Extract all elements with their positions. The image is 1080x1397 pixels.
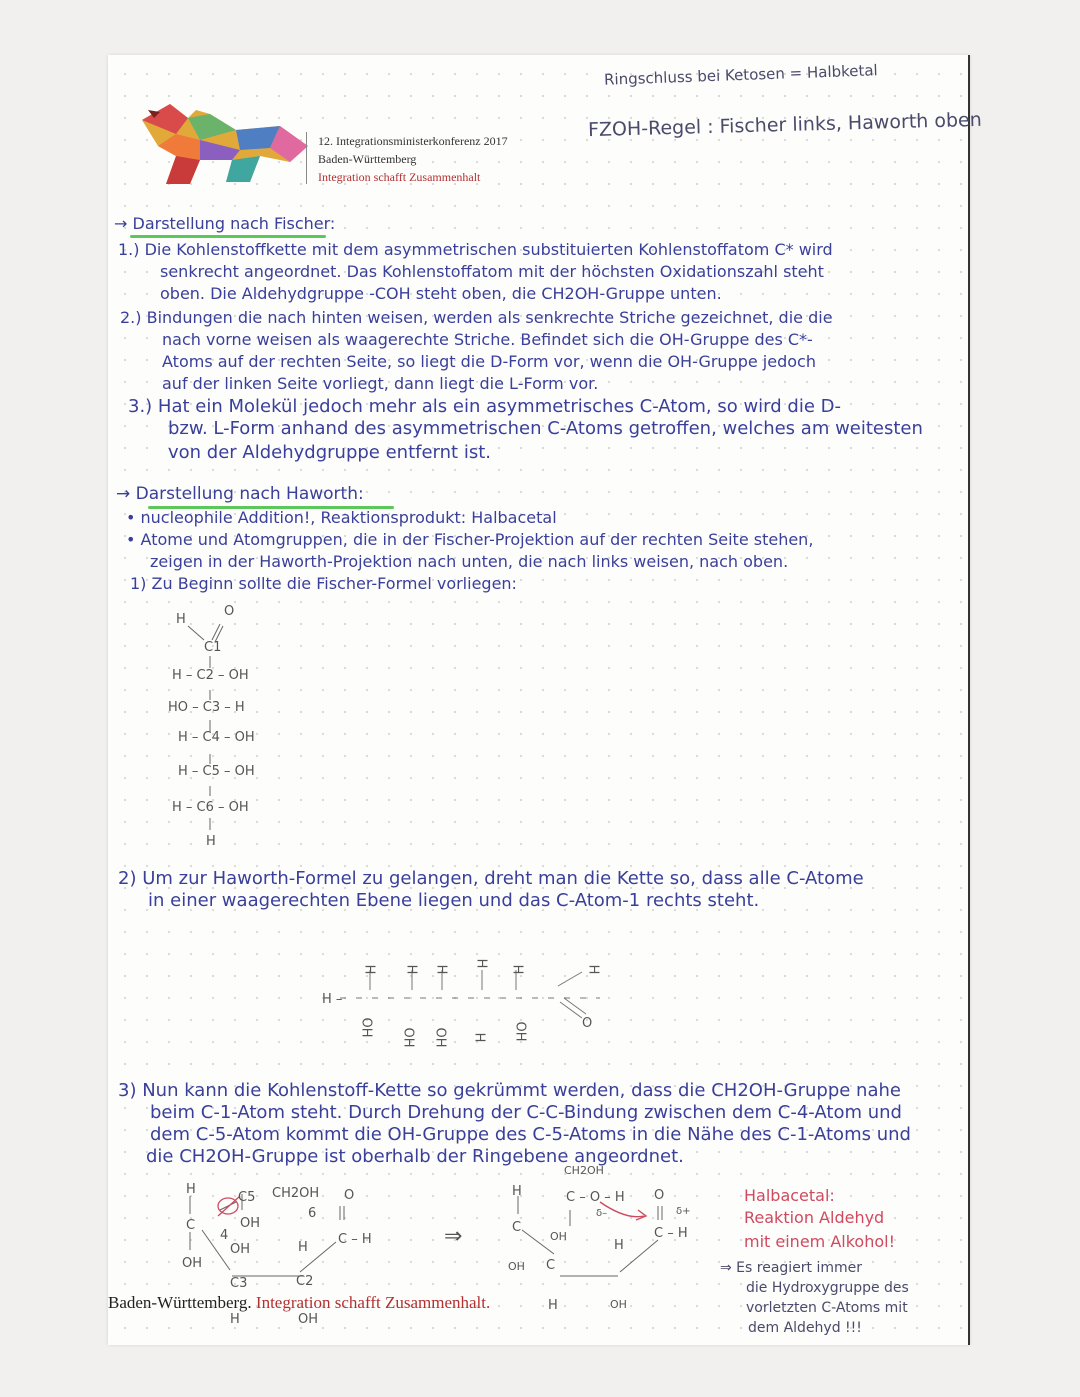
conference-region: Baden-Württemberg xyxy=(318,152,417,166)
fischer-p2-line3: Atoms auf der rechten Seite, so liegt die D-Form vor, wenn die OH-Gruppe jedoch xyxy=(162,352,816,371)
side-note-line1: Reaktion Aldehyd xyxy=(744,1208,885,1227)
fischer-bottom-h: H xyxy=(206,834,216,849)
conference-divider xyxy=(306,132,307,184)
haworth-step3-line2: beim C-1-Atom steht. Durch Drehung der C-C-Bindung zwischen dem C-4-Atom und xyxy=(150,1102,902,1123)
side-note-result4: dem Aldehyd !!! xyxy=(748,1320,862,1336)
reaction-arrow-icon: ⇒ xyxy=(444,1224,463,1249)
ring-left-label-6: 6 xyxy=(308,1206,317,1221)
fischer-top-o: O xyxy=(224,604,235,619)
fischer-p1-line1: 1.) Die Kohlenstoffkette mit dem asymmetrischen substituierten Kohlenstoffatom C* wird xyxy=(118,240,833,259)
fischer-row-c6: H – C6 – OH xyxy=(172,800,249,815)
haworth-step1: 1) Zu Beginn sollte die Fischer-Formel vorliegen: xyxy=(130,574,517,593)
haworth-step3-line3: dem C-5-Atom kommt die OH-Gruppe des C-5-Atoms in die Nähe des C-1-Atoms und xyxy=(150,1124,911,1145)
fischer-underline xyxy=(130,235,326,238)
ring-left-label-c5: C5 xyxy=(238,1190,256,1205)
chain-top-h-5: H xyxy=(509,964,525,975)
side-note-result3: vorletzten C-Atoms mit xyxy=(746,1300,908,1316)
haworth-step2-line1: 2) Um zur Haworth-Formel zu gelangen, dreht man die Kette so, dass alle C-Atome xyxy=(118,868,864,889)
ring-left-label-c3: C3 xyxy=(230,1276,248,1291)
haworth-bullet1: • nucleophile Addition!, Reaktionsprodukt: Halbacetal xyxy=(126,508,557,527)
ring-left-label-h-c2: H xyxy=(298,1240,308,1255)
ring-left-label-h: H xyxy=(186,1182,196,1197)
ring-closure-note: Ringschluss bei Ketosen = Halbketal xyxy=(603,61,878,89)
ring-right-label-c: C xyxy=(512,1220,522,1235)
chain-bottom-h: H xyxy=(471,1032,487,1043)
ring-right-label-oh-c4: OH xyxy=(550,1230,567,1243)
side-note-result2: die Hydroxygruppe des xyxy=(746,1280,909,1296)
ring-left-label-c: C xyxy=(186,1218,196,1233)
chain-bottom-oh-1: OH xyxy=(358,1017,374,1038)
footer xyxy=(108,1293,490,1313)
fischer-heading: → Darstellung nach Fischer: xyxy=(114,214,336,233)
chain-top-h-2: H xyxy=(403,964,419,975)
chain-top-h-1: H xyxy=(361,964,377,975)
fischer-p3-line3: von der Aldehydgruppe entfernt ist. xyxy=(168,442,491,463)
fischer-row-c4: H – C4 – OH xyxy=(178,730,255,745)
fzoh-rule: FZOH-Regel : Fischer links, Haworth oben xyxy=(587,108,983,142)
haworth-step2-line2: in einer waagerechten Ebene liegen und das C-Atom-1 rechts steht. xyxy=(148,890,760,911)
fischer-p3-line2: bzw. L-Form anhand des asymmetrischen C-Atoms getroffen, welches am weitesten xyxy=(168,418,923,439)
conference-slogan: Integration schafft Zusammenhalt xyxy=(318,170,481,184)
chain-bottom-oh-2: OH xyxy=(400,1027,416,1048)
ring-right-label-c-o-h: C – O – H xyxy=(566,1190,625,1205)
fischer-p1-line2: senkrecht angeordnet. Das Kohlenstoffatom mit der höchsten Oxidationszahl steht xyxy=(160,262,824,281)
chain-top-h-3: H xyxy=(433,964,449,975)
ring-right-label-c3: C xyxy=(546,1258,556,1273)
haworth-step3-line1: 3) Nun kann die Kohlenstoff-Kette so gekrümmt werden, dass die CH2OH-Gruppe nahe xyxy=(118,1080,901,1101)
fischer-p2-line1: 2.) Bindungen die nach hinten weisen, werden als senkrechte Striche gezeichnet, die die xyxy=(120,308,833,327)
ring-right-label-h-top: H xyxy=(512,1184,522,1199)
ring-right-label-oh-left: OH xyxy=(508,1260,525,1273)
footer-region: Baden-Württemberg. xyxy=(108,1293,252,1312)
fischer-top-h: H xyxy=(176,612,186,627)
footer-slogan: Integration schafft Zusammenhalt. xyxy=(255,1293,491,1312)
ring-left-label-oh-c4: OH xyxy=(230,1242,251,1257)
ring-left-label-h-bottom: H xyxy=(230,1312,240,1327)
chain-top-h-4: H xyxy=(473,958,489,969)
ring-right-label-delta-minus: δ– xyxy=(596,1208,608,1219)
haworth-step3-line4: die CH2OH-Gruppe ist oberhalb der Ringebene angeordnet. xyxy=(146,1146,684,1167)
fischer-row-c3: HO – C3 – H xyxy=(168,700,245,715)
fischer-c1: C1 xyxy=(204,640,222,655)
ring-right-label-delta-plus: δ+ xyxy=(676,1206,691,1217)
ring-left-label-4: 4 xyxy=(220,1228,229,1243)
conference-title: 12. Integrationsministerkonferenz 2017 xyxy=(318,134,508,148)
ring-left-label-oh-bottom: OH xyxy=(298,1312,319,1327)
chain-end-right: O xyxy=(582,1016,593,1031)
ring-right-label-h-c2: H xyxy=(614,1238,624,1253)
fischer-row-c2: H – C2 – OH xyxy=(172,668,249,683)
lion-logo-icon xyxy=(140,100,310,186)
chain-bottom-oh-3: OH xyxy=(432,1027,448,1048)
fischer-p2-line2: nach vorne weisen als waagerechte Striche. Befindet sich die OH-Gruppe des C*- xyxy=(162,330,813,349)
chain-top-h-6: H xyxy=(585,964,601,975)
ring-left-label-o: O xyxy=(344,1188,355,1203)
ring-right-label-ch2oh: CH2OH xyxy=(564,1164,604,1177)
ring-left-label-ch2oh: CH2OH xyxy=(272,1186,320,1201)
chain-bottom-oh-4: OH xyxy=(512,1021,528,1042)
ring-right-label-oh-bottom: OH xyxy=(610,1298,627,1311)
haworth-bullet2-line2: zeigen in der Haworth-Projektion nach unten, die nach links weisen, nach oben. xyxy=(150,552,789,571)
ring-left-label-oh-c5: OH xyxy=(240,1216,261,1231)
ring-left-label-oh: OH xyxy=(182,1256,203,1271)
page-edge xyxy=(968,55,970,1345)
ring-left-label-c2: C2 xyxy=(296,1274,314,1289)
chain-end-left: H – xyxy=(322,992,343,1007)
side-note-result1: ⇒ Es reagiert immer xyxy=(720,1260,863,1276)
haworth-bullet2-line1: • Atome und Atomgruppen, die in der Fischer-Projektion auf der rechten Seite stehen, xyxy=(126,530,814,549)
ring-left-label-ch: C – H xyxy=(338,1232,372,1247)
haworth-heading: → Darstellung nach Haworth: xyxy=(116,484,364,504)
side-note-title: Halbacetal: xyxy=(744,1186,835,1205)
fischer-p3-line1: 3.) Hat ein Molekül jedoch mehr als ein asymmetrisches C-Atom, so wird die D- xyxy=(128,396,841,417)
fischer-row-c5: H – C5 – OH xyxy=(178,764,255,779)
fischer-p1-line3: oben. Die Aldehydgruppe -COH steht oben, die CH2OH-Gruppe unten. xyxy=(160,284,722,303)
side-note-line2: mit einem Alkohol! xyxy=(744,1232,895,1251)
ring-right-label-ch: C – H xyxy=(654,1226,688,1241)
ring-right-label-h-bottom: H xyxy=(548,1298,558,1313)
fischer-p2-line4: auf der linken Seite vorliegt, dann liegt die L-Form vor. xyxy=(162,374,599,393)
ring-right-label-o: O xyxy=(654,1188,665,1203)
